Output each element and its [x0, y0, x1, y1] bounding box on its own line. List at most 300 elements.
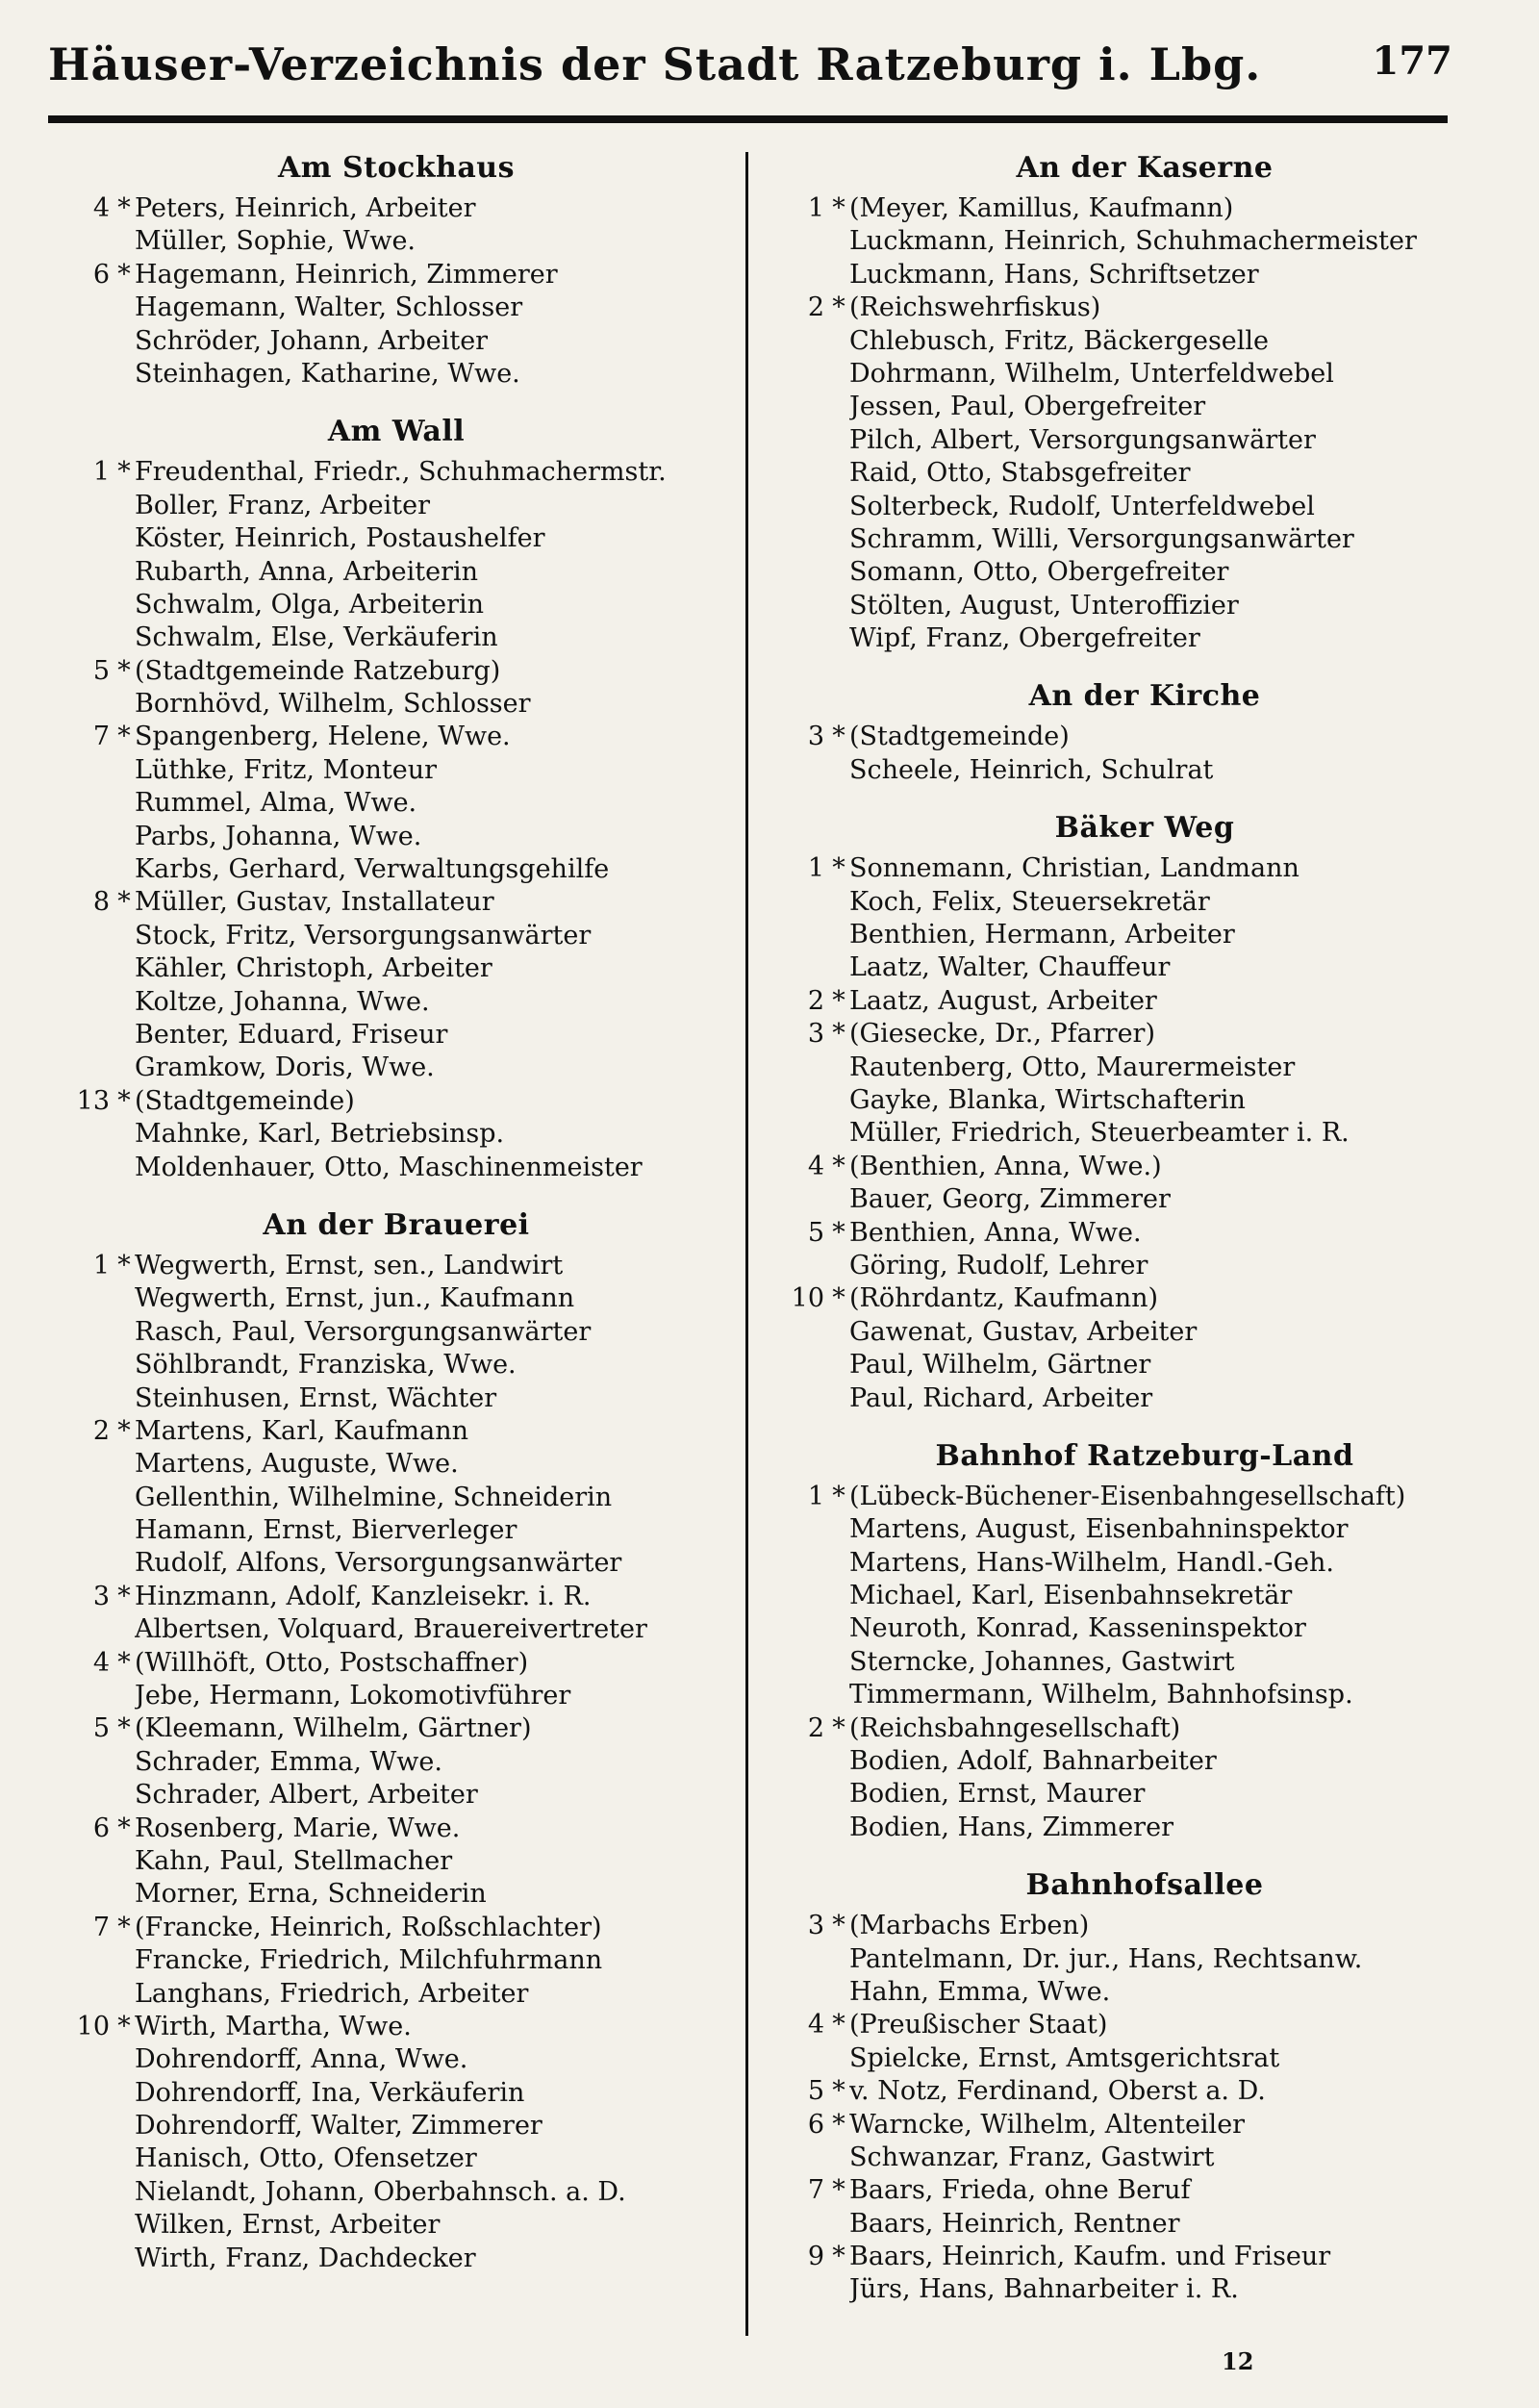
street-heading: Am Wall: [327, 415, 466, 449]
resident-entry: [774, 1712, 1515, 1745]
resident-entry: [60, 886, 733, 919]
resident-entry: [60, 1316, 733, 1349]
house-number: 10: [76, 2011, 110, 2041]
resident-name: Luckmann, Hans, Schriftsetzer: [849, 259, 1259, 290]
resident-name: Jessen, Paul, Obergefreiter: [849, 392, 1206, 422]
owner-mark: [828, 457, 849, 490]
resident-entry: [60, 1712, 733, 1745]
house-number: 4: [807, 1151, 824, 1181]
resident-name: Söhlbrandt, Franziska, Wwe.: [135, 1350, 517, 1381]
resident-name: Jürs, Hans, Bahnarbeiter i. R.: [849, 2274, 1239, 2305]
section-gap: [60, 391, 733, 408]
resident-name: Steinhusen, Ernst, Wächter: [135, 1382, 497, 1413]
house-number: [774, 1547, 828, 1580]
resident-name: Gayke, Blanka, Wirtschafterin: [849, 1084, 1246, 1115]
resident-name: Solterbeck, Rudolf, Unterfeldwebel: [849, 491, 1315, 521]
resident-name: Laatz, Walter, Chauffeur: [849, 952, 1171, 983]
resident-name: (Meyer, Kamillus, Kaufmann): [849, 193, 1234, 223]
resident-name: Michael, Karl, Eisenbahnsekretär: [849, 1581, 1293, 1611]
house-number: [774, 391, 828, 423]
owner-mark: *: [117, 1912, 131, 1942]
resident-entry: [774, 1612, 1515, 1645]
resident-name: Hagemann, Heinrich, Zimmerer: [135, 259, 558, 290]
resident-name: Moldenhauer, Otto, Maschinenmeister: [135, 1152, 643, 1182]
house-number: [774, 1679, 828, 1711]
owner-mark: *: [832, 1712, 845, 1743]
resident-entry: [60, 358, 733, 391]
owner-mark: [114, 490, 135, 522]
owner-mark: [828, 2042, 849, 2075]
resident-name: Francke, Friedrich, Milchfuhrmann: [135, 1945, 603, 1976]
house-number: 5: [807, 1217, 824, 1248]
owner-mark: [114, 2043, 135, 2076]
resident-name: Boller, Franz, Arbeiter: [135, 490, 431, 520]
owner-mark: *: [117, 1713, 131, 1744]
resident-entry: [60, 1779, 733, 1812]
resident-name: Laatz, August, Arbeiter: [849, 985, 1157, 1016]
owner-mark: [828, 951, 849, 984]
resident-entry: [774, 1745, 1515, 1778]
house-number: 1: [92, 1250, 110, 1280]
street-heading: Bahnhofsallee: [1025, 1868, 1264, 1903]
owner-mark: *: [832, 2242, 845, 2272]
street-heading: Bäker Weg: [1054, 811, 1235, 846]
resident-entry: [60, 1152, 733, 1184]
resident-entry: [774, 225, 1515, 258]
resident-name: Dohrendorff, Ina, Verkäuferin: [135, 2077, 525, 2108]
resident-entry: [774, 754, 1515, 787]
house-number: [60, 1349, 114, 1381]
house-number: 3: [807, 1019, 824, 1050]
owner-mark: [828, 1976, 849, 2009]
owner-mark: [828, 1052, 849, 1084]
resident-name: (Marbachs Erben): [849, 1911, 1090, 1941]
resident-entry: [60, 2011, 733, 2043]
resident-name: Koch, Felix, Steuersekretär: [849, 886, 1210, 917]
owner-mark: [828, 358, 849, 391]
resident-name: Wilken, Ernst, Arbeiter: [135, 2210, 441, 2241]
owner-mark: [828, 886, 849, 919]
house-number: [60, 522, 114, 555]
resident-name: Pantelmann, Dr. jur., Hans, Rechtsanw.: [849, 1943, 1363, 1974]
resident-entry: [60, 1382, 733, 1415]
resident-name: Koltze, Johanna, Wwe.: [135, 986, 430, 1017]
owner-mark: [828, 424, 849, 457]
house-number: [60, 556, 114, 589]
house-number: [60, 1746, 114, 1779]
resident-entry: [60, 655, 733, 688]
house-number: [774, 1183, 828, 1216]
resident-entry: [774, 2075, 1515, 2108]
house-number: 6: [92, 259, 110, 290]
sheet-signature: 12: [1222, 2347, 1254, 2375]
resident-entry: [60, 1052, 733, 1084]
house-number: [60, 1547, 114, 1580]
owner-mark: [114, 1845, 135, 1878]
resident-name: Baars, Frieda, ohne Beruf: [849, 2175, 1191, 2206]
resident-name: Rubarth, Anna, Arbeiterin: [135, 556, 479, 587]
resident-name: Schwanzar, Franz, Gastwirt: [849, 2142, 1215, 2172]
resident-name: Stölten, August, Unteroffizier: [849, 590, 1239, 621]
resident-name: (Röhrdantz, Kaufmann): [849, 1283, 1159, 1314]
resident-name: Martens, Hans-Wilhelm, Handl.-Geh.: [849, 1547, 1334, 1578]
resident-entry: [60, 490, 733, 522]
owner-mark: [114, 1878, 135, 1911]
owner-mark: [828, 1679, 849, 1711]
owner-mark: [114, 621, 135, 654]
house-number: [774, 1580, 828, 1612]
owner-mark: [114, 1019, 135, 1052]
section-gap: [60, 1184, 733, 1202]
house-number: 9: [807, 2242, 824, 2272]
resident-name: v. Notz, Ferdinand, Oberst a. D.: [849, 2076, 1266, 2107]
house-number: [60, 490, 114, 522]
resident-name: Benter, Eduard, Friseur: [135, 1019, 448, 1050]
house-number: 10: [791, 1283, 824, 1314]
resident-entry: [774, 1250, 1515, 1282]
owner-mark: [828, 1812, 849, 1844]
house-number: 7: [807, 2175, 824, 2206]
owner-mark: [828, 1084, 849, 1117]
house-number: [774, 491, 828, 523]
house-number: [774, 2208, 828, 2241]
resident-entry: [774, 259, 1515, 291]
resident-entry: [60, 1944, 733, 1977]
resident-entry: [774, 590, 1515, 622]
resident-name: Peters, Heinrich, Arbeiter: [135, 193, 476, 223]
house-number: [60, 2176, 114, 2209]
house-number: [60, 1482, 114, 1514]
resident-entry: [60, 1019, 733, 1052]
resident-name: (Francke, Heinrich, Roßschlachter): [135, 1912, 602, 1942]
resident-entry: [60, 621, 733, 654]
resident-name: Martens, Auguste, Wwe.: [135, 1449, 459, 1480]
resident-entry: [774, 2109, 1515, 2142]
owner-mark: [114, 1152, 135, 1184]
resident-entry: [60, 2209, 733, 2242]
resident-entry: [60, 1845, 733, 1878]
resident-entry: [774, 2241, 1515, 2273]
house-number: [60, 952, 114, 985]
house-number: 6: [92, 1812, 110, 1843]
resident-name: (Reichswehrfiskus): [849, 292, 1101, 323]
owner-mark: [828, 919, 849, 951]
house-number: [60, 1779, 114, 1812]
resident-name: Jebe, Hermann, Lokomotivführer: [135, 1681, 571, 1711]
resident-entry: [60, 2142, 733, 2175]
house-number: [774, 424, 828, 457]
resident-name: Hanisch, Otto, Ofensetzer: [135, 2143, 477, 2174]
house-number: [60, 853, 114, 886]
house-number: [774, 951, 828, 984]
resident-name: (Reichsbahngesellschaft): [849, 1712, 1181, 1743]
resident-name: Pilch, Albert, Versorgungsanwärter: [849, 424, 1316, 455]
resident-entry: [774, 622, 1515, 655]
resident-entry: [60, 1547, 733, 1580]
resident-entry: [774, 985, 1515, 1018]
resident-name: Mahnke, Karl, Betriebsinsp.: [135, 1119, 505, 1150]
house-number: 1: [92, 457, 110, 488]
resident-name: Bornhövd, Wilhelm, Schlosser: [135, 689, 531, 720]
resident-entry: [774, 2042, 1515, 2075]
owner-mark: [114, 522, 135, 555]
resident-name: Sonnemann, Christian, Landmann: [849, 853, 1299, 884]
resident-name: Parbs, Johanna, Wwe.: [135, 821, 422, 851]
section-gap: [774, 655, 1515, 672]
resident-name: Warncke, Wilhelm, Altenteiler: [849, 2109, 1246, 2140]
house-number: [60, 2043, 114, 2076]
resident-entry: [60, 259, 733, 291]
house-number: [774, 2042, 828, 2075]
resident-name: Wegwerth, Ernst, jun., Kaufmann: [135, 1283, 575, 1314]
owner-mark: [828, 2208, 849, 2241]
house-number: [60, 920, 114, 952]
owner-mark: [114, 920, 135, 952]
house-number: 2: [92, 1415, 110, 1446]
house-number: [60, 1019, 114, 1052]
resident-entry: [60, 522, 733, 555]
house-number: [774, 1513, 828, 1546]
resident-name: Köster, Heinrich, Postaushelfer: [135, 523, 545, 554]
resident-name: Wipf, Franz, Obergefreiter: [849, 623, 1200, 654]
resident-name: Hamann, Ernst, Bierverleger: [135, 1515, 517, 1546]
house-number: [774, 1349, 828, 1381]
resident-entry: [774, 1052, 1515, 1084]
resident-name: Sterncke, Johannes, Gastwirt: [849, 1646, 1235, 1677]
owner-mark: [114, 1482, 135, 1514]
resident-entry: [60, 456, 733, 489]
house-number: [60, 1845, 114, 1878]
house-number: [774, 457, 828, 490]
resident-entry: [774, 358, 1515, 391]
resident-name: Albertsen, Volquard, Brauereivertreter: [135, 1614, 647, 1645]
house-number: [60, 986, 114, 1019]
resident-name: Müller, Gustav, Installateur: [135, 887, 494, 918]
resident-name: Timmermann, Wilhelm, Bahnhofsinsp.: [849, 1680, 1353, 1711]
house-number: 6: [807, 2109, 824, 2140]
street-heading: Am Stockhaus: [278, 151, 515, 185]
owner-mark: *: [832, 2109, 845, 2140]
owner-mark: [114, 688, 135, 721]
owner-mark: [114, 1382, 135, 1415]
resident-entry: [60, 1978, 733, 2011]
resident-entry: [60, 853, 733, 886]
resident-name: Rautenberg, Otto, Maurermeister: [849, 1052, 1296, 1082]
resident-entry: [774, 1910, 1515, 1942]
owner-mark: [828, 754, 849, 787]
resident-entry: [774, 391, 1515, 423]
owner-mark: [114, 2209, 135, 2242]
owner-mark: [828, 1547, 849, 1580]
resident-entry: [60, 589, 733, 621]
resident-name: (Giesecke, Dr., Pfarrer): [849, 1019, 1156, 1050]
resident-name: Wegwerth, Ernst, sen., Landwirt: [135, 1250, 564, 1280]
resident-entry: [60, 1349, 733, 1381]
page-number: 177: [1372, 38, 1452, 84]
house-number: [60, 2110, 114, 2142]
resident-entry: [60, 2110, 733, 2142]
house-number: [774, 556, 828, 589]
resident-name: (Willhöft, Otto, Postschaffner): [135, 1647, 529, 1678]
resident-name: Dohrmann, Wilhelm, Unterfeldwebel: [849, 358, 1334, 389]
house-number: [60, 358, 114, 391]
owner-mark: *: [832, 2175, 845, 2206]
resident-entry: [60, 721, 733, 753]
owner-mark: [114, 1944, 135, 1977]
resident-name: Schramm, Willi, Versorgungsanwärter: [849, 523, 1354, 554]
house-number: [774, 622, 828, 655]
resident-name: Lüthke, Fritz, Monteur: [135, 754, 437, 785]
house-number: [774, 1778, 828, 1811]
house-number: 1: [807, 193, 824, 223]
resident-entry: [774, 1778, 1515, 1811]
resident-entry: [774, 325, 1515, 358]
owner-mark: *: [832, 193, 845, 223]
street-heading: An der Kirche: [1028, 679, 1261, 714]
resident-entry: [774, 1217, 1515, 1250]
resident-name: Schwalm, Olga, Arbeiterin: [135, 589, 484, 620]
resident-entry: [60, 192, 733, 225]
page-title: Häuser-Verzeichnis der Stadt Ratzeburg i. Lbg.: [48, 38, 1262, 90]
house-number: [60, 1282, 114, 1315]
section-gap: [774, 787, 1515, 804]
owner-mark: [114, 556, 135, 589]
owner-mark: [114, 1978, 135, 2011]
resident-name: Bodien, Adolf, Bahnarbeiter: [849, 1746, 1217, 1777]
resident-name: Bauer, Georg, Zimmerer: [849, 1184, 1171, 1215]
resident-name: (Benthien, Anna, Wwe.): [849, 1151, 1162, 1181]
resident-entry: [60, 2243, 733, 2275]
resident-entry: [60, 2043, 733, 2076]
resident-name: Morner, Erna, Schneiderin: [135, 1879, 487, 1910]
house-number: [774, 886, 828, 919]
resident-name: Hahn, Emma, Wwe.: [849, 1976, 1111, 2007]
resident-entry: [774, 886, 1515, 919]
resident-name: Spielcke, Ernst, Amtsgerichtsrat: [849, 2042, 1280, 2073]
resident-name: Göring, Rudolf, Lehrer: [849, 1250, 1148, 1280]
resident-name: Müller, Sophie, Wwe.: [135, 226, 416, 257]
resident-entry: [774, 192, 1515, 225]
header-rule: [48, 115, 1448, 123]
house-number: 2: [807, 292, 824, 323]
owner-mark: [828, 556, 849, 589]
resident-entry: [774, 1084, 1515, 1117]
resident-entry: [774, 721, 1515, 753]
resident-name: (Stadtgemeinde): [135, 1085, 355, 1116]
owner-mark: [114, 1779, 135, 1812]
resident-name: Rudolf, Alfons, Versorgungsanwärter: [135, 1548, 622, 1579]
resident-entry: [774, 852, 1515, 885]
house-number: 5: [92, 655, 110, 686]
resident-name: Nielandt, Johann, Oberbahnsch. a. D.: [135, 2176, 626, 2207]
owner-mark: [828, 225, 849, 258]
house-number: [774, 1084, 828, 1117]
owner-mark: *: [832, 722, 845, 752]
house-number: 3: [807, 722, 824, 752]
owner-mark: [828, 1745, 849, 1778]
house-number: [60, 1382, 114, 1415]
resident-entry: [60, 1482, 733, 1514]
house-number: 3: [807, 1911, 824, 1941]
resident-entry: [774, 1282, 1515, 1315]
owner-mark: [828, 590, 849, 622]
owner-mark: [114, 589, 135, 621]
house-number: [60, 1316, 114, 1349]
house-number: [774, 225, 828, 258]
owner-mark: [828, 1646, 849, 1679]
owner-mark: [114, 2077, 135, 2110]
resident-entry: [60, 225, 733, 258]
resident-name: Martens, Karl, Kaufmann: [135, 1415, 468, 1446]
house-number: [774, 2142, 828, 2174]
resident-name: Neuroth, Konrad, Kasseninspektor: [849, 1613, 1306, 1644]
owner-mark: *: [117, 1812, 131, 1843]
resident-entry: [60, 821, 733, 853]
house-number: [60, 754, 114, 787]
owner-mark: [828, 1943, 849, 1976]
house-number: [774, 1316, 828, 1349]
owner-mark: [114, 1282, 135, 1315]
resident-entry: [60, 2077, 733, 2110]
owner-mark: [828, 391, 849, 423]
resident-entry: [774, 523, 1515, 556]
owner-mark: *: [117, 655, 131, 686]
resident-entry: [60, 920, 733, 952]
house-number: 1: [807, 1481, 824, 1511]
resident-name: Scheele, Heinrich, Schulrat: [849, 754, 1214, 785]
resident-name: Luckmann, Heinrich, Schuhmachermeister: [849, 226, 1417, 257]
resident-name: Karbs, Gerhard, Verwaltungsgehilfe: [135, 854, 610, 885]
resident-name: Baars, Heinrich, Kaufm. und Friseur: [849, 2242, 1331, 2272]
resident-entry: [774, 1018, 1515, 1051]
house-number: [774, 1943, 828, 1976]
resident-name: Raid, Otto, Stabsgefreiter: [849, 458, 1191, 489]
house-number: [774, 325, 828, 358]
resident-name: Hinzmann, Adolf, Kanzleisekr. i. R.: [135, 1581, 592, 1611]
resident-name: Freudenthal, Friedr., Schuhmachermstr.: [135, 457, 667, 488]
house-number: [774, 1612, 828, 1645]
resident-entry: [774, 457, 1515, 490]
resident-entry: [60, 556, 733, 589]
house-number: 13: [76, 1085, 110, 1116]
resident-entry: [774, 1151, 1515, 1183]
resident-entry: [60, 1448, 733, 1481]
resident-name: (Kleemann, Wilhelm, Gärtner): [135, 1713, 532, 1744]
resident-name: Wirth, Franz, Dachdecker: [135, 2243, 476, 2273]
house-number: [60, 2077, 114, 2110]
house-number: 5: [92, 1713, 110, 1744]
resident-entry: [60, 952, 733, 985]
house-number: [60, 1448, 114, 1481]
owner-mark: [828, 2142, 849, 2174]
owner-mark: [828, 1580, 849, 1612]
resident-name: Benthien, Anna, Wwe.: [849, 1217, 1142, 1248]
resident-name: Schrader, Emma, Wwe.: [135, 1746, 442, 1777]
section-gap: [774, 1844, 1515, 1862]
house-number: [60, 787, 114, 820]
owner-mark: *: [832, 853, 845, 884]
resident-entry: [774, 2208, 1515, 2241]
resident-name: Gawenat, Gustav, Arbeiter: [849, 1316, 1198, 1347]
house-number: [60, 688, 114, 721]
resident-entry: [774, 1976, 1515, 2009]
resident-entry: [774, 556, 1515, 589]
resident-entry: [774, 1349, 1515, 1381]
resident-entry: [60, 1282, 733, 1315]
column-divider: [745, 152, 748, 2336]
resident-name: Schröder, Johann, Arbeiter: [135, 325, 489, 356]
owner-mark: [114, 1680, 135, 1712]
